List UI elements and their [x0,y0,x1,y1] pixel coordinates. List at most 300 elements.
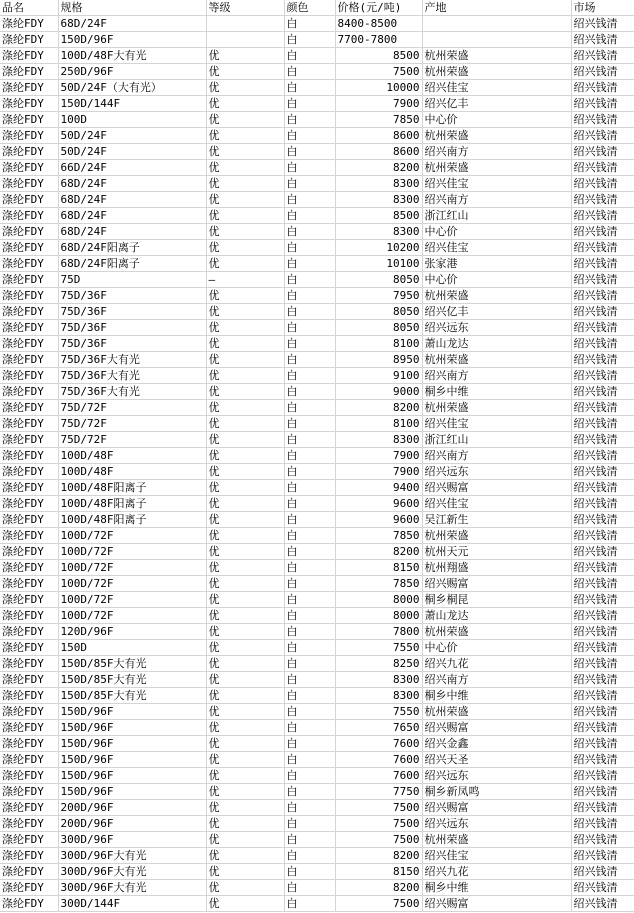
table-row [0,16,634,32]
spec-cell: 100D/48F阳离子 [58,512,206,528]
color-cell: 白 [284,480,335,496]
name-cell: 涤纶FDY [0,368,58,384]
color-cell: 白 [284,672,335,688]
color-cell: 白 [284,640,335,656]
name-cell: 涤纶FDY [0,80,58,96]
color-cell: 白 [284,800,335,816]
price-cell: 7500 [335,896,422,912]
price-cell: 8000 [335,608,422,624]
grade-cell: 优 [206,496,284,512]
origin-cell: 绍兴佳宝 [422,240,571,256]
spec-cell: 150D/144F [58,96,206,112]
table-row [0,400,634,416]
table-row [0,736,634,752]
name-cell: 涤纶FDY [0,656,58,672]
grade-cell: 优 [206,688,284,704]
market-cell: 绍兴钱清 [571,592,634,608]
grade-cell: 优 [206,432,284,448]
table-row [0,176,634,192]
name-cell: 涤纶FDY [0,320,58,336]
price-cell: 8050 [335,320,422,336]
color-cell: 白 [284,432,335,448]
spec-cell: 100D [58,112,206,128]
name-cell: 涤纶FDY [0,640,58,656]
price-cell: 7900 [335,448,422,464]
color-cell: 白 [284,608,335,624]
spec-cell: 75D/72F [58,432,206,448]
market-cell: 绍兴钱清 [571,224,634,240]
table-row [0,560,634,576]
spec-cell: 75D/72F [58,416,206,432]
color-cell: 白 [284,368,335,384]
spec-cell: 50D/24F [58,144,206,160]
name-cell: 涤纶FDY [0,784,58,800]
table-row [0,608,634,624]
table-row [0,800,634,816]
price-cell: 7850 [335,528,422,544]
price-cell: 8100 [335,336,422,352]
origin-cell: 杭州荣盛 [422,128,571,144]
name-cell: 涤纶FDY [0,544,58,560]
table-row [0,624,634,640]
origin-cell: 杭州荣盛 [422,288,571,304]
color-cell: 白 [284,416,335,432]
price-cell: 7550 [335,704,422,720]
price-cell: 7500 [335,800,422,816]
market-cell: 绍兴钱清 [571,336,634,352]
market-cell: 绍兴钱清 [571,112,634,128]
color-cell: 白 [284,32,335,48]
origin-cell [422,16,571,32]
market-cell: 绍兴钱清 [571,176,634,192]
market-cell: 绍兴钱清 [571,640,634,656]
market-cell: 绍兴钱清 [571,192,634,208]
price-cell: 9000 [335,384,422,400]
grade-cell: 优 [206,144,284,160]
grade-cell [206,32,284,48]
table-row [0,192,634,208]
price-cell: 8000 [335,592,422,608]
name-cell: 涤纶FDY [0,416,58,432]
origin-cell: 绍兴南方 [422,672,571,688]
color-cell: 白 [284,832,335,848]
spec-cell: 120D/96F [58,624,206,640]
spec-cell: 150D/96F [58,704,206,720]
spec-cell: 100D/48F [58,464,206,480]
market-cell: 绍兴钱清 [571,464,634,480]
color-cell: 白 [284,848,335,864]
grade-cell: 优 [206,368,284,384]
table-row [0,224,634,240]
spec-cell: 100D/72F [58,528,206,544]
spec-cell: 200D/96F [58,816,206,832]
grade-cell: 优 [206,288,284,304]
spec-cell: 100D/48F阳离子 [58,480,206,496]
market-cell: 绍兴钱清 [571,416,634,432]
header-row [0,0,634,16]
grade-cell: 优 [206,816,284,832]
origin-cell: 绍兴天圣 [422,752,571,768]
grade-cell: 优 [206,800,284,816]
market-cell: 绍兴钱清 [571,704,634,720]
name-cell: 涤纶FDY [0,160,58,176]
market-cell: 绍兴钱清 [571,880,634,896]
origin-cell: 中心价 [422,112,571,128]
origin-cell: 绍兴九花 [422,656,571,672]
origin-cell: 杭州荣盛 [422,64,571,80]
grade-cell: — [206,272,284,288]
table-row [0,384,634,400]
table-row [0,464,634,480]
market-cell: 绍兴钱清 [571,720,634,736]
origin-cell: 杭州荣盛 [422,832,571,848]
spec-cell: 68D/24F阳离子 [58,256,206,272]
origin-cell: 浙江红山 [422,432,571,448]
market-cell: 绍兴钱清 [571,496,634,512]
origin-cell: 萧山龙达 [422,336,571,352]
color-cell: 白 [284,384,335,400]
name-cell: 涤纶FDY [0,16,58,32]
spec-cell: 100D/48F大有光 [58,48,206,64]
price-cell: 7700-7800 [335,32,422,48]
table-row [0,752,634,768]
price-cell: 7850 [335,576,422,592]
color-cell: 白 [284,80,335,96]
name-cell: 涤纶FDY [0,240,58,256]
market-cell: 绍兴钱清 [571,48,634,64]
header-cell-spec: 规格 [58,0,206,16]
origin-cell: 杭州荣盛 [422,624,571,640]
grade-cell: 优 [206,464,284,480]
origin-cell: 中心价 [422,272,571,288]
market-cell: 绍兴钱清 [571,64,634,80]
table-row [0,80,634,96]
grade-cell: 优 [206,128,284,144]
color-cell: 白 [284,704,335,720]
origin-cell: 绍兴亿丰 [422,96,571,112]
color-cell: 白 [284,576,335,592]
market-cell: 绍兴钱清 [571,864,634,880]
name-cell: 涤纶FDY [0,672,58,688]
price-cell: 8600 [335,128,422,144]
table-row [0,368,634,384]
header-cell-name: 品名 [0,0,58,16]
spec-cell: 150D [58,640,206,656]
market-cell: 绍兴钱清 [571,816,634,832]
market-cell: 绍兴钱清 [571,96,634,112]
spec-cell: 150D/96F [58,720,206,736]
price-cell: 8500 [335,208,422,224]
color-cell: 白 [284,16,335,32]
table-row [0,208,634,224]
table-row [0,544,634,560]
market-cell: 绍兴钱清 [571,768,634,784]
spec-cell: 75D [58,272,206,288]
grade-cell: 优 [206,576,284,592]
market-cell: 绍兴钱清 [571,304,634,320]
grade-cell: 优 [206,704,284,720]
price-cell: 8300 [335,432,422,448]
name-cell: 涤纶FDY [0,208,58,224]
price-cell: 7500 [335,832,422,848]
name-cell: 涤纶FDY [0,352,58,368]
market-cell: 绍兴钱清 [571,320,634,336]
name-cell: 涤纶FDY [0,832,58,848]
market-cell: 绍兴钱清 [571,656,634,672]
grade-cell [206,16,284,32]
color-cell: 白 [284,64,335,80]
grade-cell: 优 [206,176,284,192]
price-cell: 10000 [335,80,422,96]
origin-cell: 绍兴南方 [422,368,571,384]
spec-cell: 75D/36F [58,320,206,336]
grade-cell: 优 [206,896,284,912]
market-cell: 绍兴钱清 [571,528,634,544]
grade-cell: 优 [206,848,284,864]
origin-cell: 桐乡中维 [422,688,571,704]
spec-cell: 75D/36F [58,288,206,304]
color-cell: 白 [284,320,335,336]
market-cell: 绍兴钱清 [571,512,634,528]
price-cell: 8200 [335,160,422,176]
name-cell: 涤纶FDY [0,592,58,608]
origin-cell: 中心价 [422,640,571,656]
spec-cell: 68D/24F [58,208,206,224]
color-cell: 白 [284,896,335,912]
table-row [0,480,634,496]
color-cell: 白 [284,48,335,64]
grade-cell: 优 [206,192,284,208]
grade-cell: 优 [206,528,284,544]
origin-cell: 杭州荣盛 [422,704,571,720]
table-row [0,304,634,320]
origin-cell: 杭州荣盛 [422,352,571,368]
name-cell: 涤纶FDY [0,304,58,320]
name-cell: 涤纶FDY [0,528,58,544]
table-row [0,576,634,592]
table-row [0,672,634,688]
price-cell: 7500 [335,816,422,832]
price-cell: 8200 [335,848,422,864]
spec-cell: 68D/24F [58,224,206,240]
price-cell: 7850 [335,112,422,128]
color-cell: 白 [284,144,335,160]
price-cell: 8050 [335,272,422,288]
table-row [0,896,634,912]
market-cell: 绍兴钱清 [571,832,634,848]
price-cell: 8250 [335,656,422,672]
market-cell: 绍兴钱清 [571,256,634,272]
name-cell: 涤纶FDY [0,464,58,480]
color-cell: 白 [284,784,335,800]
origin-cell: 杭州荣盛 [422,48,571,64]
origin-cell: 绍兴赐富 [422,800,571,816]
name-cell: 涤纶FDY [0,480,58,496]
grade-cell: 优 [206,592,284,608]
table-row [0,240,634,256]
table-row [0,144,634,160]
name-cell: 涤纶FDY [0,512,58,528]
price-cell: 7600 [335,736,422,752]
price-cell: 10200 [335,240,422,256]
spec-cell: 75D/36F [58,304,206,320]
color-cell: 白 [284,720,335,736]
color-cell: 白 [284,512,335,528]
origin-cell [422,32,571,48]
grade-cell: 优 [206,80,284,96]
name-cell: 涤纶FDY [0,752,58,768]
color-cell: 白 [284,224,335,240]
name-cell: 涤纶FDY [0,896,58,912]
spec-cell: 100D/48F [58,448,206,464]
origin-cell: 绍兴赐富 [422,480,571,496]
name-cell: 涤纶FDY [0,768,58,784]
market-cell: 绍兴钱清 [571,384,634,400]
color-cell: 白 [284,864,335,880]
header-cell-grade: 等级 [206,0,284,16]
spec-cell: 200D/96F [58,800,206,816]
market-cell: 绍兴钱清 [571,480,634,496]
name-cell: 涤纶FDY [0,224,58,240]
color-cell: 白 [284,288,335,304]
table-row [0,816,634,832]
name-cell: 涤纶FDY [0,256,58,272]
market-cell: 绍兴钱清 [571,608,634,624]
grade-cell: 优 [206,208,284,224]
table-row [0,528,634,544]
origin-cell: 吴江新生 [422,512,571,528]
grade-cell: 优 [206,544,284,560]
market-cell: 绍兴钱清 [571,688,634,704]
price-cell: 9600 [335,512,422,528]
name-cell: 涤纶FDY [0,576,58,592]
table-row [0,32,634,48]
table-row [0,64,634,80]
market-cell: 绍兴钱清 [571,800,634,816]
table-row [0,656,634,672]
origin-cell: 绍兴佳宝 [422,176,571,192]
grade-cell: 优 [206,512,284,528]
grade-cell: 优 [206,640,284,656]
price-cell: 7800 [335,624,422,640]
grade-cell: 优 [206,112,284,128]
origin-cell: 桐乡中维 [422,880,571,896]
table-row [0,320,634,336]
spec-cell: 150D/96F [58,752,206,768]
name-cell: 涤纶FDY [0,448,58,464]
price-cell: 8300 [335,688,422,704]
origin-cell: 萧山龙达 [422,608,571,624]
grade-cell: 优 [206,608,284,624]
table-row [0,848,634,864]
table-row [0,704,634,720]
spec-cell: 100D/72F [58,592,206,608]
grade-cell: 优 [206,720,284,736]
grade-cell: 优 [206,416,284,432]
grade-cell: 优 [206,160,284,176]
color-cell: 白 [284,304,335,320]
color-cell: 白 [284,400,335,416]
grade-cell: 优 [206,656,284,672]
spec-cell: 300D/96F [58,832,206,848]
name-cell: 涤纶FDY [0,624,58,640]
price-cell: 7950 [335,288,422,304]
spec-cell: 250D/96F [58,64,206,80]
table-row [0,272,634,288]
origin-cell: 桐乡桐昆 [422,592,571,608]
name-cell: 涤纶FDY [0,736,58,752]
name-cell: 涤纶FDY [0,848,58,864]
market-cell: 绍兴钱清 [571,32,634,48]
color-cell: 白 [284,336,335,352]
name-cell: 涤纶FDY [0,144,58,160]
table-row [0,784,634,800]
header-cell-price: 价格(元/吨) [335,0,422,16]
market-cell: 绍兴钱清 [571,160,634,176]
spec-cell: 68D/24F阳离子 [58,240,206,256]
price-cell: 7600 [335,752,422,768]
spec-cell: 150D/85F大有光 [58,656,206,672]
price-cell: 8300 [335,224,422,240]
price-cell: 7550 [335,640,422,656]
origin-cell: 桐乡中维 [422,384,571,400]
origin-cell: 绍兴佳宝 [422,848,571,864]
spec-cell: 150D/85F大有光 [58,672,206,688]
origin-cell: 绍兴远东 [422,816,571,832]
color-cell: 白 [284,160,335,176]
color-cell: 白 [284,272,335,288]
spec-cell: 300D/96F大有光 [58,848,206,864]
grade-cell: 优 [206,320,284,336]
color-cell: 白 [284,128,335,144]
grade-cell: 优 [206,400,284,416]
market-cell: 绍兴钱清 [571,576,634,592]
spec-cell: 300D/96F大有光 [58,864,206,880]
name-cell: 涤纶FDY [0,560,58,576]
grade-cell: 优 [206,96,284,112]
market-cell: 绍兴钱清 [571,544,634,560]
price-cell: 8200 [335,544,422,560]
table-row [0,336,634,352]
name-cell: 涤纶FDY [0,96,58,112]
grade-cell: 优 [206,336,284,352]
header-cell-origin: 产地 [422,0,571,16]
origin-cell: 绍兴佳宝 [422,496,571,512]
name-cell: 涤纶FDY [0,880,58,896]
market-cell: 绍兴钱清 [571,128,634,144]
color-cell: 白 [284,112,335,128]
spec-cell: 75D/36F大有光 [58,384,206,400]
grade-cell: 优 [206,240,284,256]
table-row [0,768,634,784]
price-cell: 8300 [335,192,422,208]
table-row [0,720,634,736]
name-cell: 涤纶FDY [0,864,58,880]
market-cell: 绍兴钱清 [571,368,634,384]
name-cell: 涤纶FDY [0,720,58,736]
origin-cell: 浙江红山 [422,208,571,224]
name-cell: 涤纶FDY [0,400,58,416]
color-cell: 白 [284,656,335,672]
color-cell: 白 [284,816,335,832]
color-cell: 白 [284,256,335,272]
table-row [0,128,634,144]
price-cell: 8500 [335,48,422,64]
origin-cell: 杭州荣盛 [422,400,571,416]
market-cell: 绍兴钱清 [571,736,634,752]
color-cell: 白 [284,208,335,224]
grade-cell: 优 [206,304,284,320]
